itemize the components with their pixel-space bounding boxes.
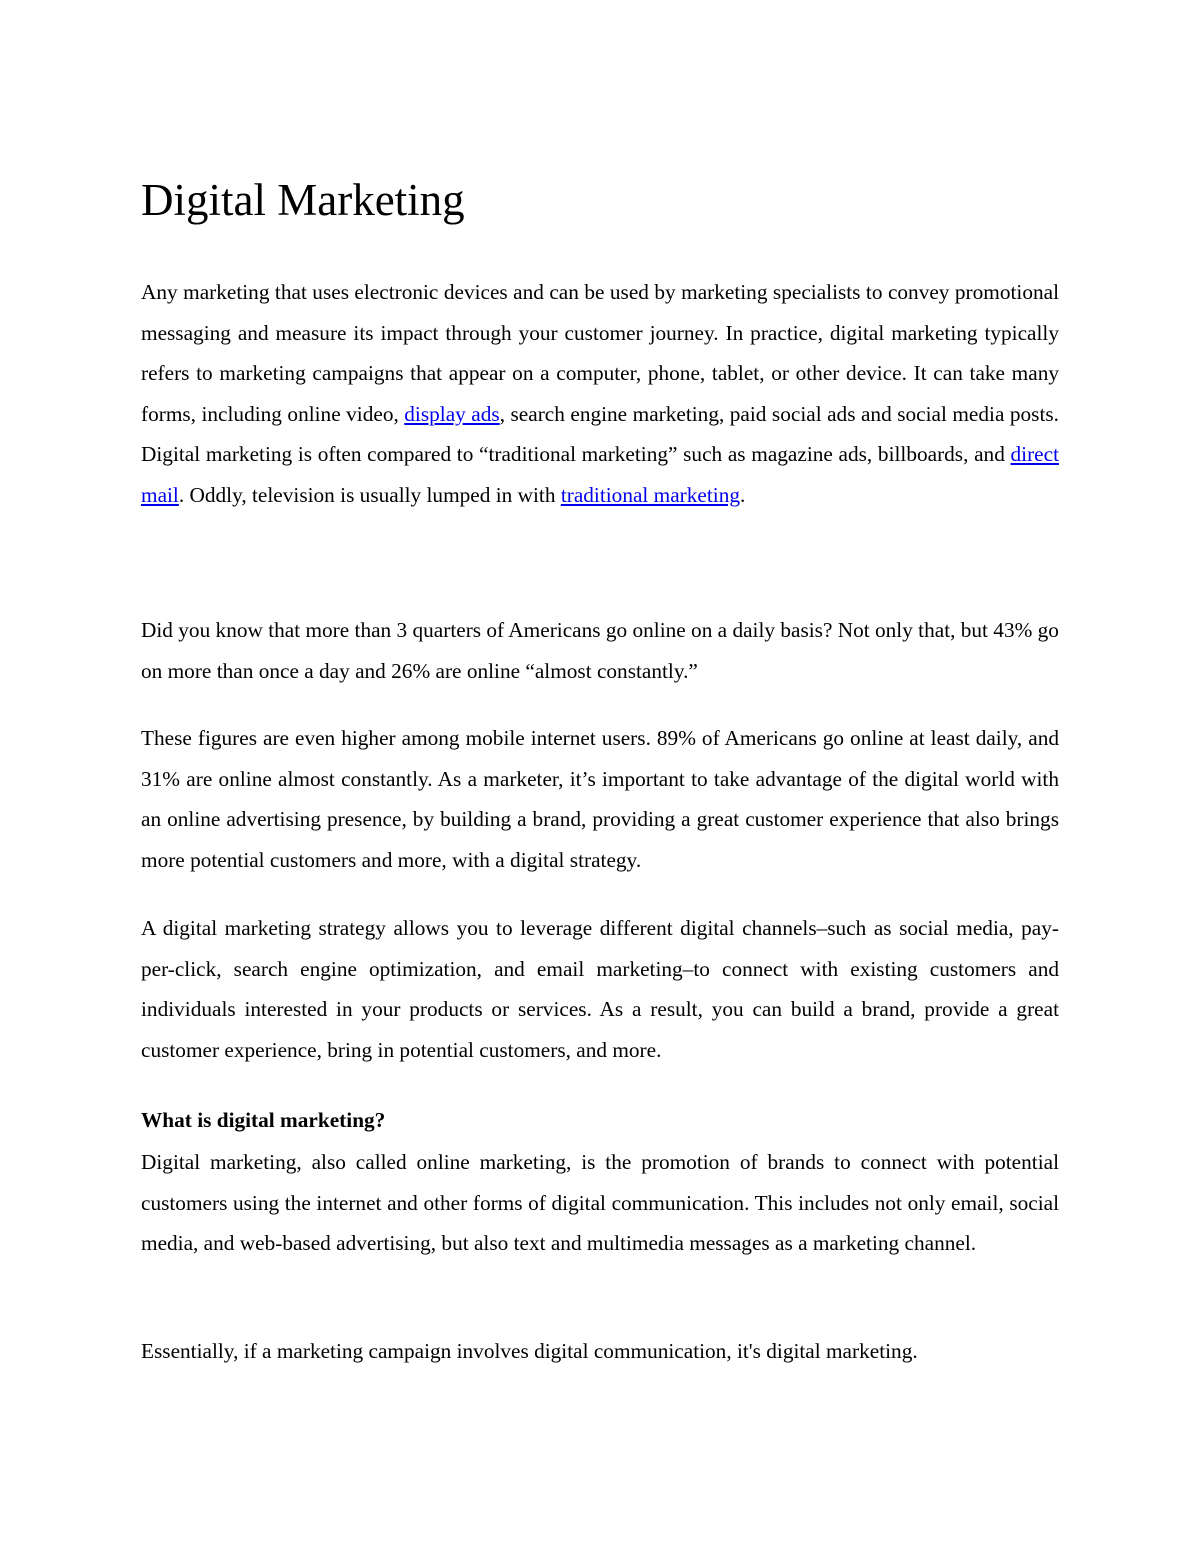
statistics-paragraph: Did you know that more than 3 quarters of Americans go online on a daily basis? Not only that, but 43% go on more than once a day and 26% are online “almost constantly.”	[141, 618, 1059, 683]
display-ads-link[interactable]: display ads	[404, 401, 500, 426]
strategy-paragraph: A digital marketing strategy allows you to leverage different digital channels–such as social media, pay-per-click, search engine optimization, and email marketing–to connect with existing customers and individuals interested in your products or services. As a result, you can build a brand, provide a great customer experience, bring in potential customers, and more.	[141, 916, 1059, 1062]
page-title: Digital Marketing	[141, 175, 465, 225]
intro-text-2: , search engine marketing, paid social ads and social media posts. Digital marketing is often compared to “traditional marketing” such as magazine ads, billboards, and	[141, 401, 1060, 466]
mobile-users-paragraph: These figures are even higher among mobile internet users. 89% of Americans go online at least daily, and 31% are online almost constantly. As a marketer, it’s important to take advantage of the digital world with an online advertising presence, by building a brand, providing a great customer experience that also brings more potential customers and more, with a digital strategy.	[141, 726, 1059, 872]
intro-paragraph	[141, 272, 1059, 515]
definition-paragraph: Digital marketing, also called online marketing, is the promotion of brands to connect with potential customers using the internet and other forms of digital communication. This includes not only email, social media, and web-based advertising, but also text and multimedia messages as a marketing channel.	[141, 1150, 1059, 1255]
intro-text-1: Any marketing that uses electronic devices and can be used by marketing specialists to convey promotional messaging and measure its impact through your customer journey. In practice, digital marketing typically refers to marketing campaigns that appear on a computer, phone, tablet, or other device. It can take many forms, including online video,	[141, 280, 1059, 426]
intro-text-3: . Oddly, television is usually lumped in with	[178, 482, 561, 507]
traditional-marketing-link[interactable]: traditional marketing	[560, 482, 741, 507]
intro-text-4: .	[740, 482, 746, 507]
summary-paragraph: Essentially, if a marketing campaign involves digital communication, it's digital marketing.	[141, 1339, 918, 1363]
section-heading: What is digital marketing?	[141, 1108, 386, 1132]
direct-mail-link[interactable]: direct mail	[141, 442, 1059, 507]
